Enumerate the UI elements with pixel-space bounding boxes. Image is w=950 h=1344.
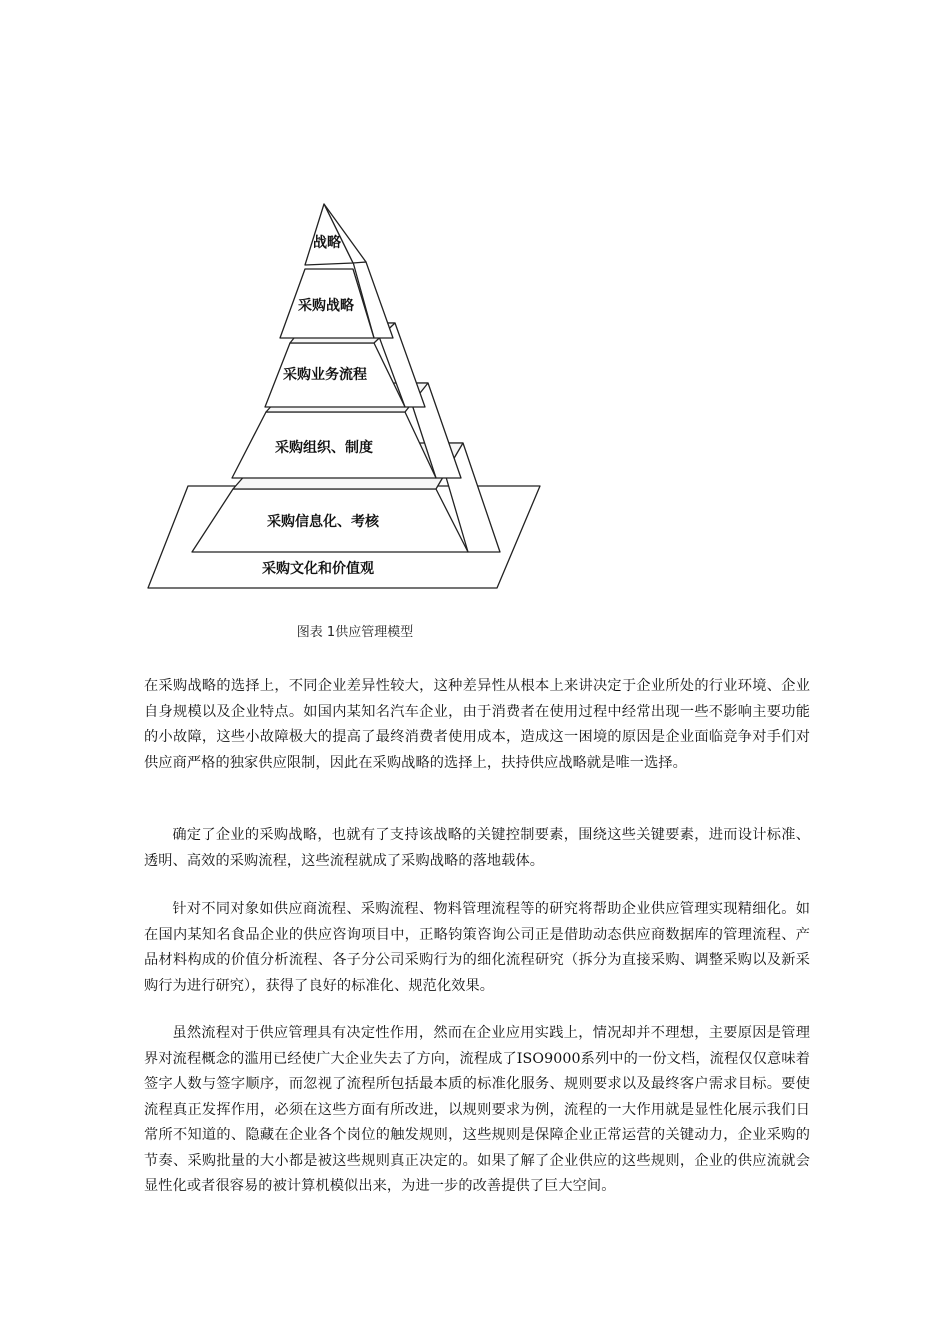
pyramid-label-4: 采购组织、制度 xyxy=(275,440,373,456)
supply-management-pyramid-diagram xyxy=(0,0,950,610)
paragraph-4: 虽然流程对于供应管理具有决定性作用，然而在企业应用实践上，情况却并不理想，主要原因是管理界对流程概念的滥用已经使广大企业失去了方向，流程成了ISO9000系列中的一份文档，流程仅仅意味着签字人数与签字顺序，而忽视了流程所包括最本质的标准化服务、规则要求以及最终客户需求目标。要使流程真正发挥作用，必须在这些方面有所改进，以规则要求为例，流程的一大作用就是显性化展示我们日常所不知道的、隐藏在企业各个岗位的触发规则，这些规则是保障企业正常运营的关键动力，企业采购的节奏、采购批量的大小都是被这些规则真正决定的。如果了解了企业供应的这些规则，企业的供应流就会显性化或者很容易的被计算机模似出来，为进一步的改善提供了巨大空间。 xyxy=(144,1025,810,1194)
paragraph-2: 确定了企业的采购战略，也就有了支持该战略的关键控制要素，围绕这些关键要素，进而设计标准、透明、高效的采购流程，这些流程就成了采购战略的落地载体。 xyxy=(144,827,810,869)
paragraph-1: 在采购战略的选择上，不同企业差异性较大，这种差异性从根本上来讲决定于企业所处的行业环境、企业自身规模以及企业特点。如国内某知名汽车企业，由于消费者在使用过程中经常出现一些不影响主要功能的小故障，这些小故障极大的提高了最终消费者使用成本，造成这一困境的原因是企业面临竞争对手们对供应商严格的独家供应限制，因此在采购战略的选择上，扶持供应战略就是唯一选择。 xyxy=(144,678,810,771)
pyramid-label-2: 采购战略 xyxy=(298,298,354,314)
pyramid-label-6: 采购文化和价值观 xyxy=(262,561,374,577)
figure-caption: 图表 1供应管理模型 xyxy=(296,625,414,640)
pyramid-label-1: 战略 xyxy=(313,235,341,251)
paragraph-3: 针对不同对象如供应商流程、采购流程、物料管理流程等的研究将帮助企业供应管理实现精细化。如在国内某知名食品企业的供应咨询项目中，正略钧策咨询公司正是借助动态供应商数据库的管理流程、产品材料构成的价值分析流程、各子分公司采购行为的细化流程研究（拆分为直接采购、调整采购以及新采购行为进行研究），获得了良好的标准化、规范化效果。 xyxy=(144,901,810,994)
pyramid-label-5: 采购信息化、考核 xyxy=(267,514,379,530)
pyramid-label-3: 采购业务流程 xyxy=(283,367,367,383)
